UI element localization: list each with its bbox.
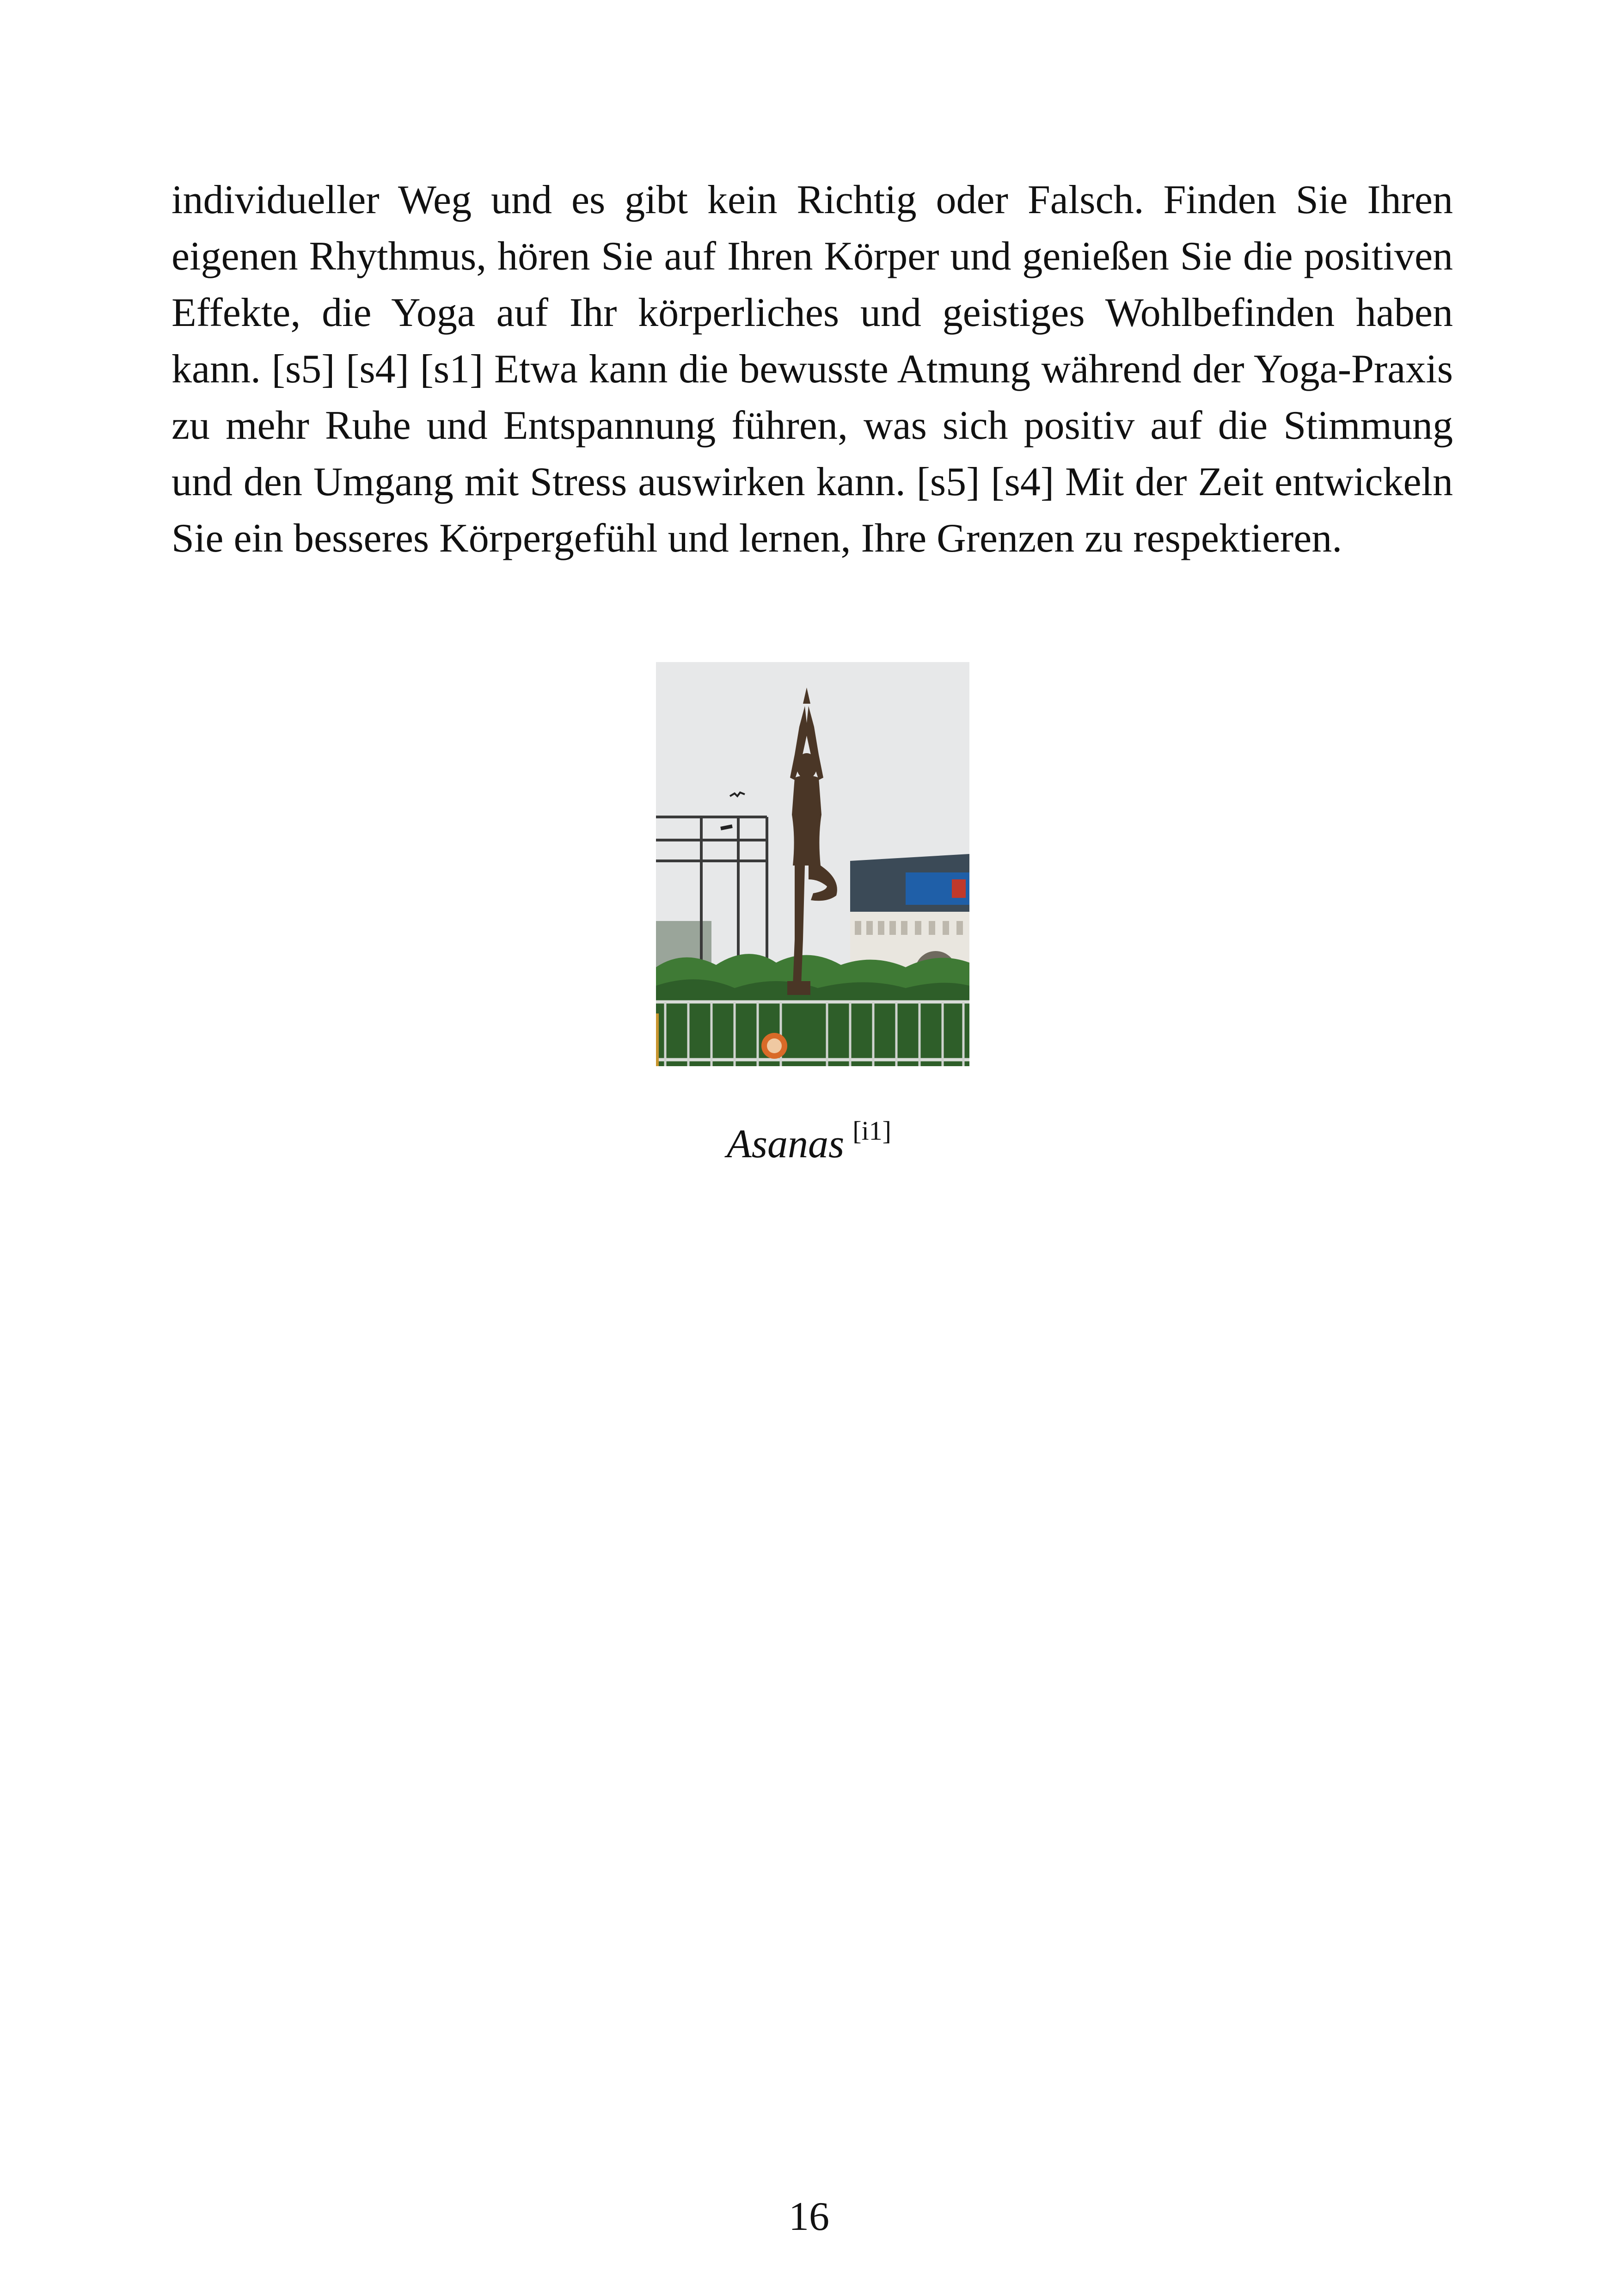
caption-text: Asanas — [727, 1122, 845, 1166]
figure-image-yoga-statue — [656, 662, 969, 1066]
figure-caption — [0, 1116, 1618, 1174]
yoga-statue-photo — [656, 662, 969, 1066]
page-number: 16 — [789, 2194, 829, 2239]
caption-reference: [i1] — [852, 1116, 891, 1146]
body-paragraph: individueller Weg und es gibt kein Richtig oder Falsch. Finden Sie Ihren eigenen Rhythmus, hören Sie auf Ihren Körper und genießen Sie die positiven Effekte, die Yoga auf Ihr körperliches und geistiges Wohlbefinden haben kann. [s5] [s4] [s1] Etwa kann die bewusste Atmung während der Yoga-Praxis zu mehr Ruhe und Entspannung führen, was sich positiv auf die Stimmung und den Umgang mit Stress auswirken kann. [s5] [s4] Mit der Zeit entwickeln Sie ein besseres Körpergefühl und lernen, Ihre Grenzen zu respektieren. — [172, 178, 1453, 561]
